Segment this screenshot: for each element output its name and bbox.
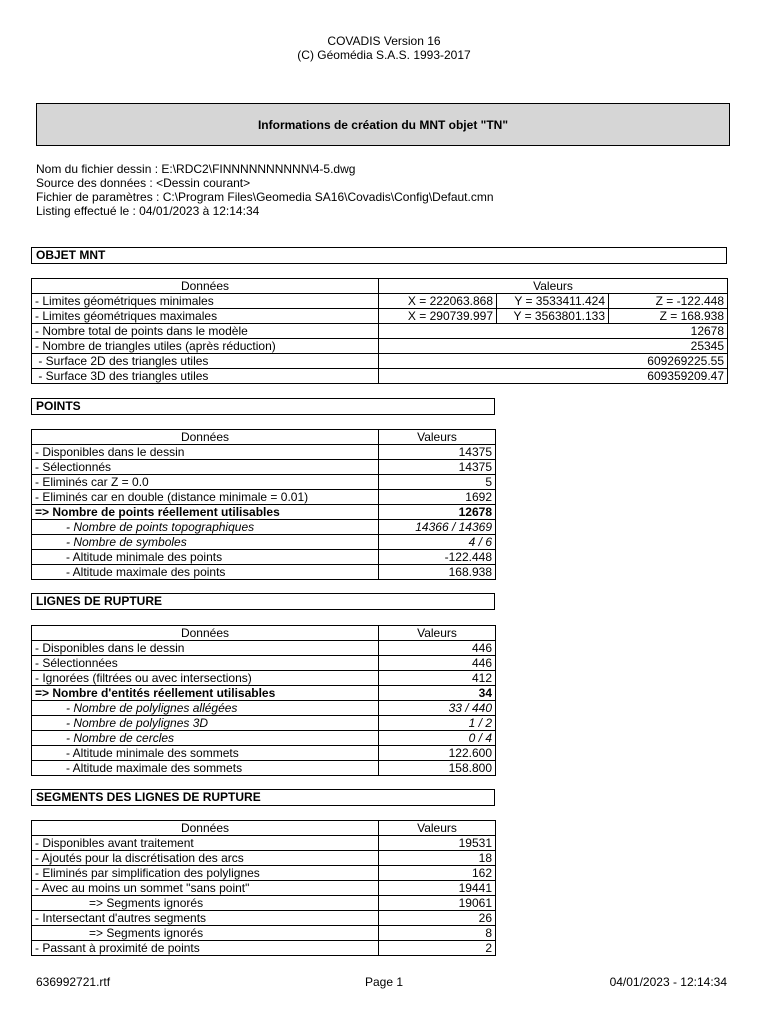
footer-date: 04/01/2023 - 12:14:34 (609, 975, 727, 989)
value-x-min: X = 222063.868 (379, 294, 497, 309)
table-row (32, 641, 496, 656)
row-label: - Nombre de triangles utiles (après réduction) (32, 339, 379, 354)
row-label: - Altitude maximale des points (32, 565, 379, 580)
row-value: 5 (379, 475, 496, 490)
row-label: - Limites géométriques minimales (32, 294, 379, 309)
table-row (32, 866, 496, 881)
section-title-objet-mnt: OBJET MNT (31, 247, 727, 264)
table-points (31, 429, 496, 580)
table-row (32, 761, 496, 776)
listing-date: Listing effectué le : 04/01/2023 à 12:14:34 (36, 204, 260, 218)
row-value: 122.600 (379, 746, 496, 761)
row-label: - Sélectionnées (32, 656, 379, 671)
row-value: 14375 (379, 445, 496, 460)
row-label: - Surface 2D des triangles utiles (32, 354, 379, 369)
table-row (32, 460, 496, 475)
row-value: 609359209.47 (379, 369, 728, 384)
row-label: - Limites géométriques maximales (32, 309, 379, 324)
section-title-lignes-de-rupture: LIGNES DE RUPTURE (31, 593, 495, 610)
table-row (32, 369, 728, 384)
table-row (32, 896, 496, 911)
row-label: => Nombre de points réellement utilisables (32, 505, 379, 520)
row-label: - Eliminés car Z = 0.0 (32, 475, 379, 490)
header-valeurs: Valeurs (379, 430, 496, 445)
header-donnees: Données (32, 626, 379, 641)
table-row (32, 716, 496, 731)
row-label: - Sélectionnés (32, 460, 379, 475)
header-valeurs: Valeurs (379, 821, 496, 836)
table-row (32, 671, 496, 686)
table-lignes-de-rupture (31, 625, 496, 776)
row-label: - Nombre de polylignes 3D (32, 716, 379, 731)
table-row (32, 354, 728, 369)
table-header-row (32, 279, 728, 294)
table-header-row (32, 626, 496, 641)
row-value: 2 (379, 941, 496, 956)
footer-file-name: 636992721.rtf (36, 975, 111, 989)
file-info (36, 162, 494, 218)
row-value: 12678 (379, 324, 728, 339)
header-donnees: Données (32, 279, 379, 294)
table-row (32, 656, 496, 671)
row-value: 26 (379, 911, 496, 926)
row-label: - Ignorées (filtrées ou avec intersections) (32, 671, 379, 686)
table-segments (31, 820, 496, 956)
value-y-max: Y = 3563801.133 (497, 309, 609, 324)
table-header-row (32, 821, 496, 836)
section-title-segments: SEGMENTS DES LIGNES DE RUPTURE (31, 789, 495, 806)
header-donnees: Données (32, 821, 379, 836)
row-value: 0 / 4 (379, 731, 496, 746)
row-label: - Passant à proximité de points (32, 941, 379, 956)
row-value: 609269225.55 (379, 354, 728, 369)
drawing-file-name: Nom du fichier dessin : E:\RDC2\FINNNNNNNNNN\4-5.dwg (36, 162, 356, 176)
row-label: - Disponibles dans le dessin (32, 445, 379, 460)
table-row (32, 550, 496, 565)
row-label: - Altitude minimale des sommets (32, 746, 379, 761)
report-title: Informations de création du MNT objet "TN" (257, 118, 509, 132)
value-z-max: Z = 168.938 (609, 309, 728, 324)
table-row (32, 926, 496, 941)
row-label: - Nombre de symboles (32, 535, 379, 550)
row-value: 18 (379, 851, 496, 866)
table-objet-mnt (31, 278, 728, 384)
row-value: 168.938 (379, 565, 496, 580)
table-row (32, 881, 496, 896)
table-row (32, 490, 496, 505)
row-value: 446 (379, 656, 496, 671)
table-row (32, 941, 496, 956)
row-value: 1692 (379, 490, 496, 505)
table-row (32, 851, 496, 866)
row-value: 8 (379, 926, 496, 941)
section-title-points: POINTS (31, 398, 495, 415)
row-label: => Segments ignorés (32, 896, 379, 911)
row-label: - Altitude minimale des points (32, 550, 379, 565)
table-header-row (32, 430, 496, 445)
row-value: 158.800 (379, 761, 496, 776)
row-value: -122.448 (379, 550, 496, 565)
row-value: 1 / 2 (379, 716, 496, 731)
table-row (32, 520, 496, 535)
report-title-box (36, 103, 730, 146)
table-row (32, 911, 496, 926)
footer-page-number: Page 1 (364, 975, 404, 989)
table-row (32, 535, 496, 550)
row-value: 25345 (379, 339, 728, 354)
row-label: - Nombre total de points dans le modèle (32, 324, 379, 339)
row-value: 19441 (379, 881, 496, 896)
row-label: => Nombre d'entités réellement utilisables (32, 686, 379, 701)
row-value: 19061 (379, 896, 496, 911)
table-row (32, 746, 496, 761)
header-valeurs: Valeurs (379, 279, 728, 294)
value-x-max: X = 290739.997 (379, 309, 497, 324)
row-value: 412 (379, 671, 496, 686)
row-label: - Avec au moins un sommet "sans point" (32, 881, 379, 896)
table-row-total (32, 686, 496, 701)
row-label: - Ajoutés pour la discrétisation des arcs (32, 851, 379, 866)
row-value: 446 (379, 641, 496, 656)
row-label: - Nombre de cercles (32, 731, 379, 746)
row-value: 4 / 6 (379, 535, 496, 550)
row-value: 12678 (379, 505, 496, 520)
row-value: 34 (379, 686, 496, 701)
row-value: 14366 / 14369 (379, 520, 496, 535)
header-valeurs: Valeurs (379, 626, 496, 641)
row-label: - Eliminés car en double (distance minimale = 0.01) (32, 490, 379, 505)
row-value: 14375 (379, 460, 496, 475)
table-row (32, 565, 496, 580)
row-label: - Disponibles dans le dessin (32, 641, 379, 656)
table-row (32, 445, 496, 460)
row-label: - Altitude maximale des sommets (32, 761, 379, 776)
row-label: - Surface 3D des triangles utiles (32, 369, 379, 384)
table-row (32, 475, 496, 490)
data-source: Source des données : <Dessin courant> (36, 176, 251, 190)
row-label: => Segments ignorés (32, 926, 379, 941)
value-y-min: Y = 3533411.424 (497, 294, 609, 309)
parameters-file: Fichier de paramètres : C:\Program Files\Geomedia SA16\Covadis\Config\Defaut.cmn (36, 190, 494, 204)
table-row (32, 731, 496, 746)
table-row (32, 309, 728, 324)
row-label: - Nombre de polylignes allégées (32, 701, 379, 716)
table-row-total (32, 505, 496, 520)
row-label: - Nombre de points topographiques (32, 520, 379, 535)
table-row (32, 836, 496, 851)
table-row (32, 294, 728, 309)
row-value: 162 (379, 866, 496, 881)
table-row (32, 339, 728, 354)
row-value: 33 / 440 (379, 701, 496, 716)
value-z-min: Z = -122.448 (609, 294, 728, 309)
row-label: - Eliminés par simplification des polylignes (32, 866, 379, 881)
row-value: 19531 (379, 836, 496, 851)
row-label: - Intersectant d'autres segments (32, 911, 379, 926)
software-version: COVADIS Version 16 (327, 34, 441, 48)
copyright: (C) Géomédia S.A.S. 1993-2017 (297, 48, 471, 62)
header-donnees: Données (32, 430, 379, 445)
table-row (32, 324, 728, 339)
table-row (32, 701, 496, 716)
row-label: - Disponibles avant traitement (32, 836, 379, 851)
